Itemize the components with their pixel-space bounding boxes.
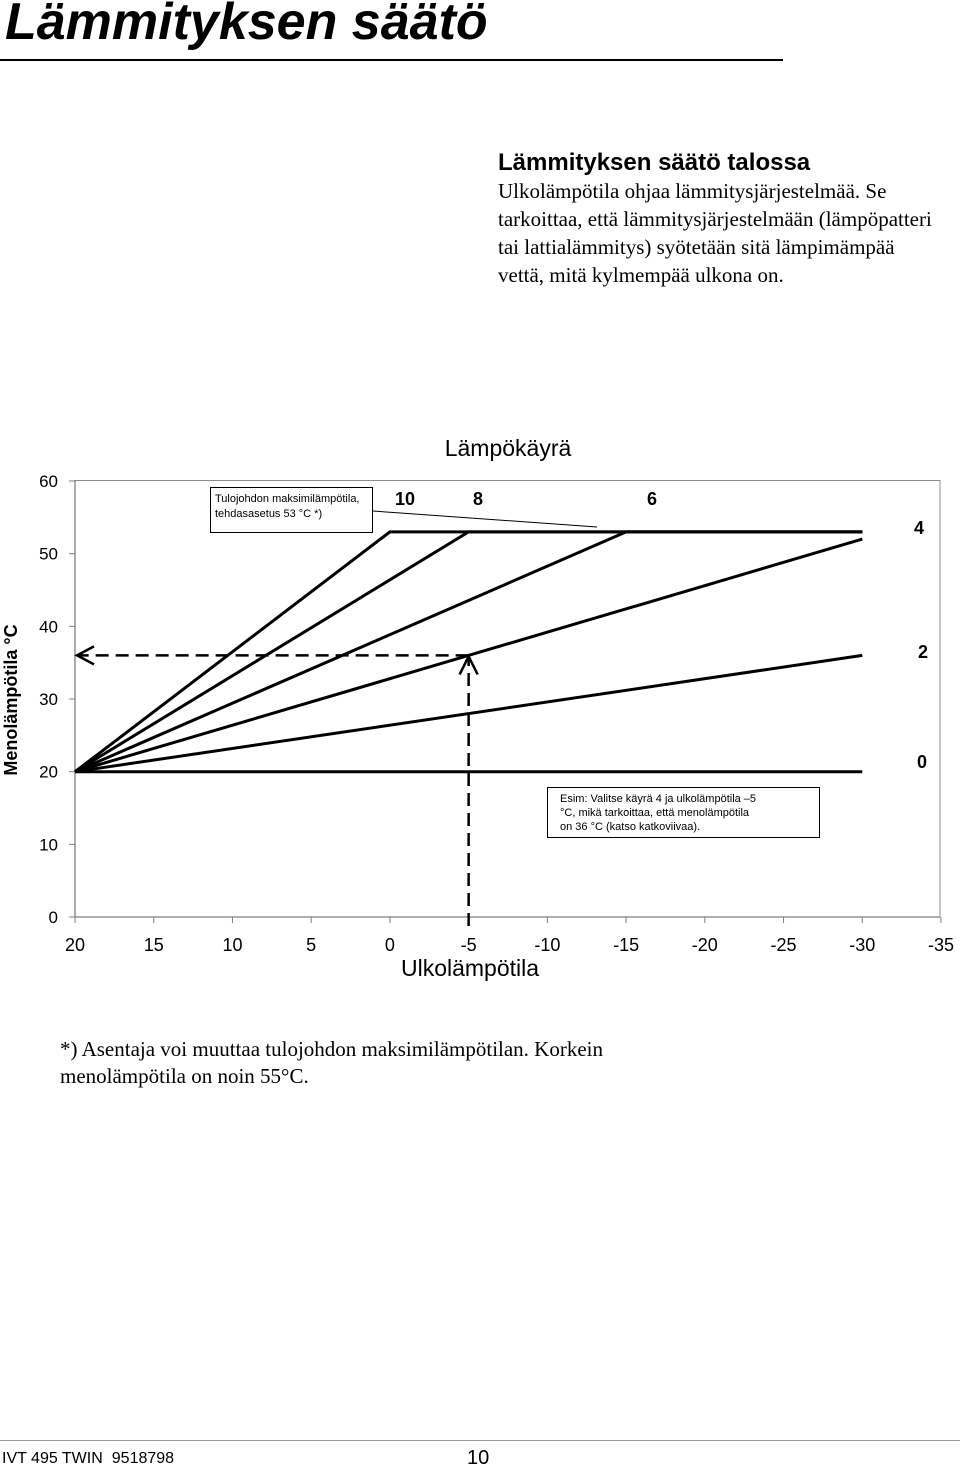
curve-label-8: 8 xyxy=(472,489,484,509)
footnote-line: *) Asentaja voi muuttaa tulojohdon maksimilämpötilan. Korkein xyxy=(60,1037,603,1061)
intro-line: Ulkolämpötila ohjaa lämmitysjärjestelmää. Se xyxy=(498,179,887,203)
max-temp-leader-line xyxy=(373,511,597,527)
intro-line: vettä, mitä kylmempää ulkona on. xyxy=(498,263,784,287)
x-tick-label: -35 xyxy=(927,935,955,955)
y-tick-label: 20 xyxy=(39,762,58,782)
footer-divider xyxy=(0,1440,960,1441)
note-line: tehdasasetus 53 °C *) xyxy=(215,508,323,520)
max-temp-note xyxy=(210,487,373,533)
x-tick-label: -20 xyxy=(691,935,718,955)
axis-ticks xyxy=(39,472,954,955)
plot-frame xyxy=(75,481,940,918)
chart-title: Lämpökäyrä xyxy=(444,435,572,461)
curve-label-10: 10 xyxy=(394,489,416,509)
intro-paragraph xyxy=(498,177,932,289)
note-line: °C, mikä tarkoittaa, että menolämpötila xyxy=(560,807,750,819)
intro-line: tai lattialämmitys) syötetään sitä lämpimämpää xyxy=(498,235,895,259)
note-line: on 36 °C (katso katkoviivaa). xyxy=(560,821,701,833)
x-axis-title: Ulkolämpötila xyxy=(400,955,540,981)
x-tick-label: -5 xyxy=(460,935,477,955)
x-tick-label: -25 xyxy=(770,935,797,955)
x-tick-label: -10 xyxy=(534,935,561,955)
y-tick-label: 30 xyxy=(39,690,58,709)
curve-label-6: 6 xyxy=(646,489,658,509)
section-heading: Lämmityksen säätö talossa xyxy=(498,149,811,176)
x-tick-label: -30 xyxy=(849,935,876,955)
footnote-line: menolämpötila on noin 55°C. xyxy=(60,1064,309,1088)
y-tick-label: 60 xyxy=(39,472,58,491)
footer-document-id xyxy=(2,1451,174,1467)
heating-curve-chart xyxy=(0,420,960,1000)
title-underline xyxy=(0,59,783,61)
curve-label-0: 0 xyxy=(916,752,928,772)
product-name: IVT 495 TWIN xyxy=(2,1450,103,1467)
y-tick-label: 50 xyxy=(39,544,58,564)
y-tick-label: 10 xyxy=(39,835,58,855)
y-tick-label: 0 xyxy=(48,908,58,927)
x-tick-label: 0 xyxy=(384,935,395,955)
document-number: 9518798 xyxy=(111,1450,175,1467)
x-tick-label: -15 xyxy=(613,935,640,955)
curve-label-4: 4 xyxy=(913,518,925,538)
x-tick-label: 20 xyxy=(64,935,86,955)
intro-line: tarkoittaa, että lämmitysjärjestelmään (lämpöpatteri xyxy=(498,207,932,231)
note-line: Esim: Valitse käyrä 4 ja ulkolämpötila –5 xyxy=(560,793,757,805)
page-title: Lämmityksen säätö xyxy=(5,0,488,51)
x-tick-label: 15 xyxy=(143,935,164,955)
page-number: 10 xyxy=(467,1447,490,1469)
note-line: Tulojohdon maksimilämpötila, xyxy=(215,493,360,505)
x-tick-label: 5 xyxy=(306,935,317,955)
x-tick-label: 10 xyxy=(222,935,243,955)
y-tick-label: 40 xyxy=(39,617,58,637)
curve-label-2: 2 xyxy=(917,642,929,662)
footnote xyxy=(60,1036,603,1090)
example-note xyxy=(547,787,820,838)
y-axis-title: Menolämpötila °C xyxy=(1,624,21,776)
example-reading xyxy=(77,646,478,926)
